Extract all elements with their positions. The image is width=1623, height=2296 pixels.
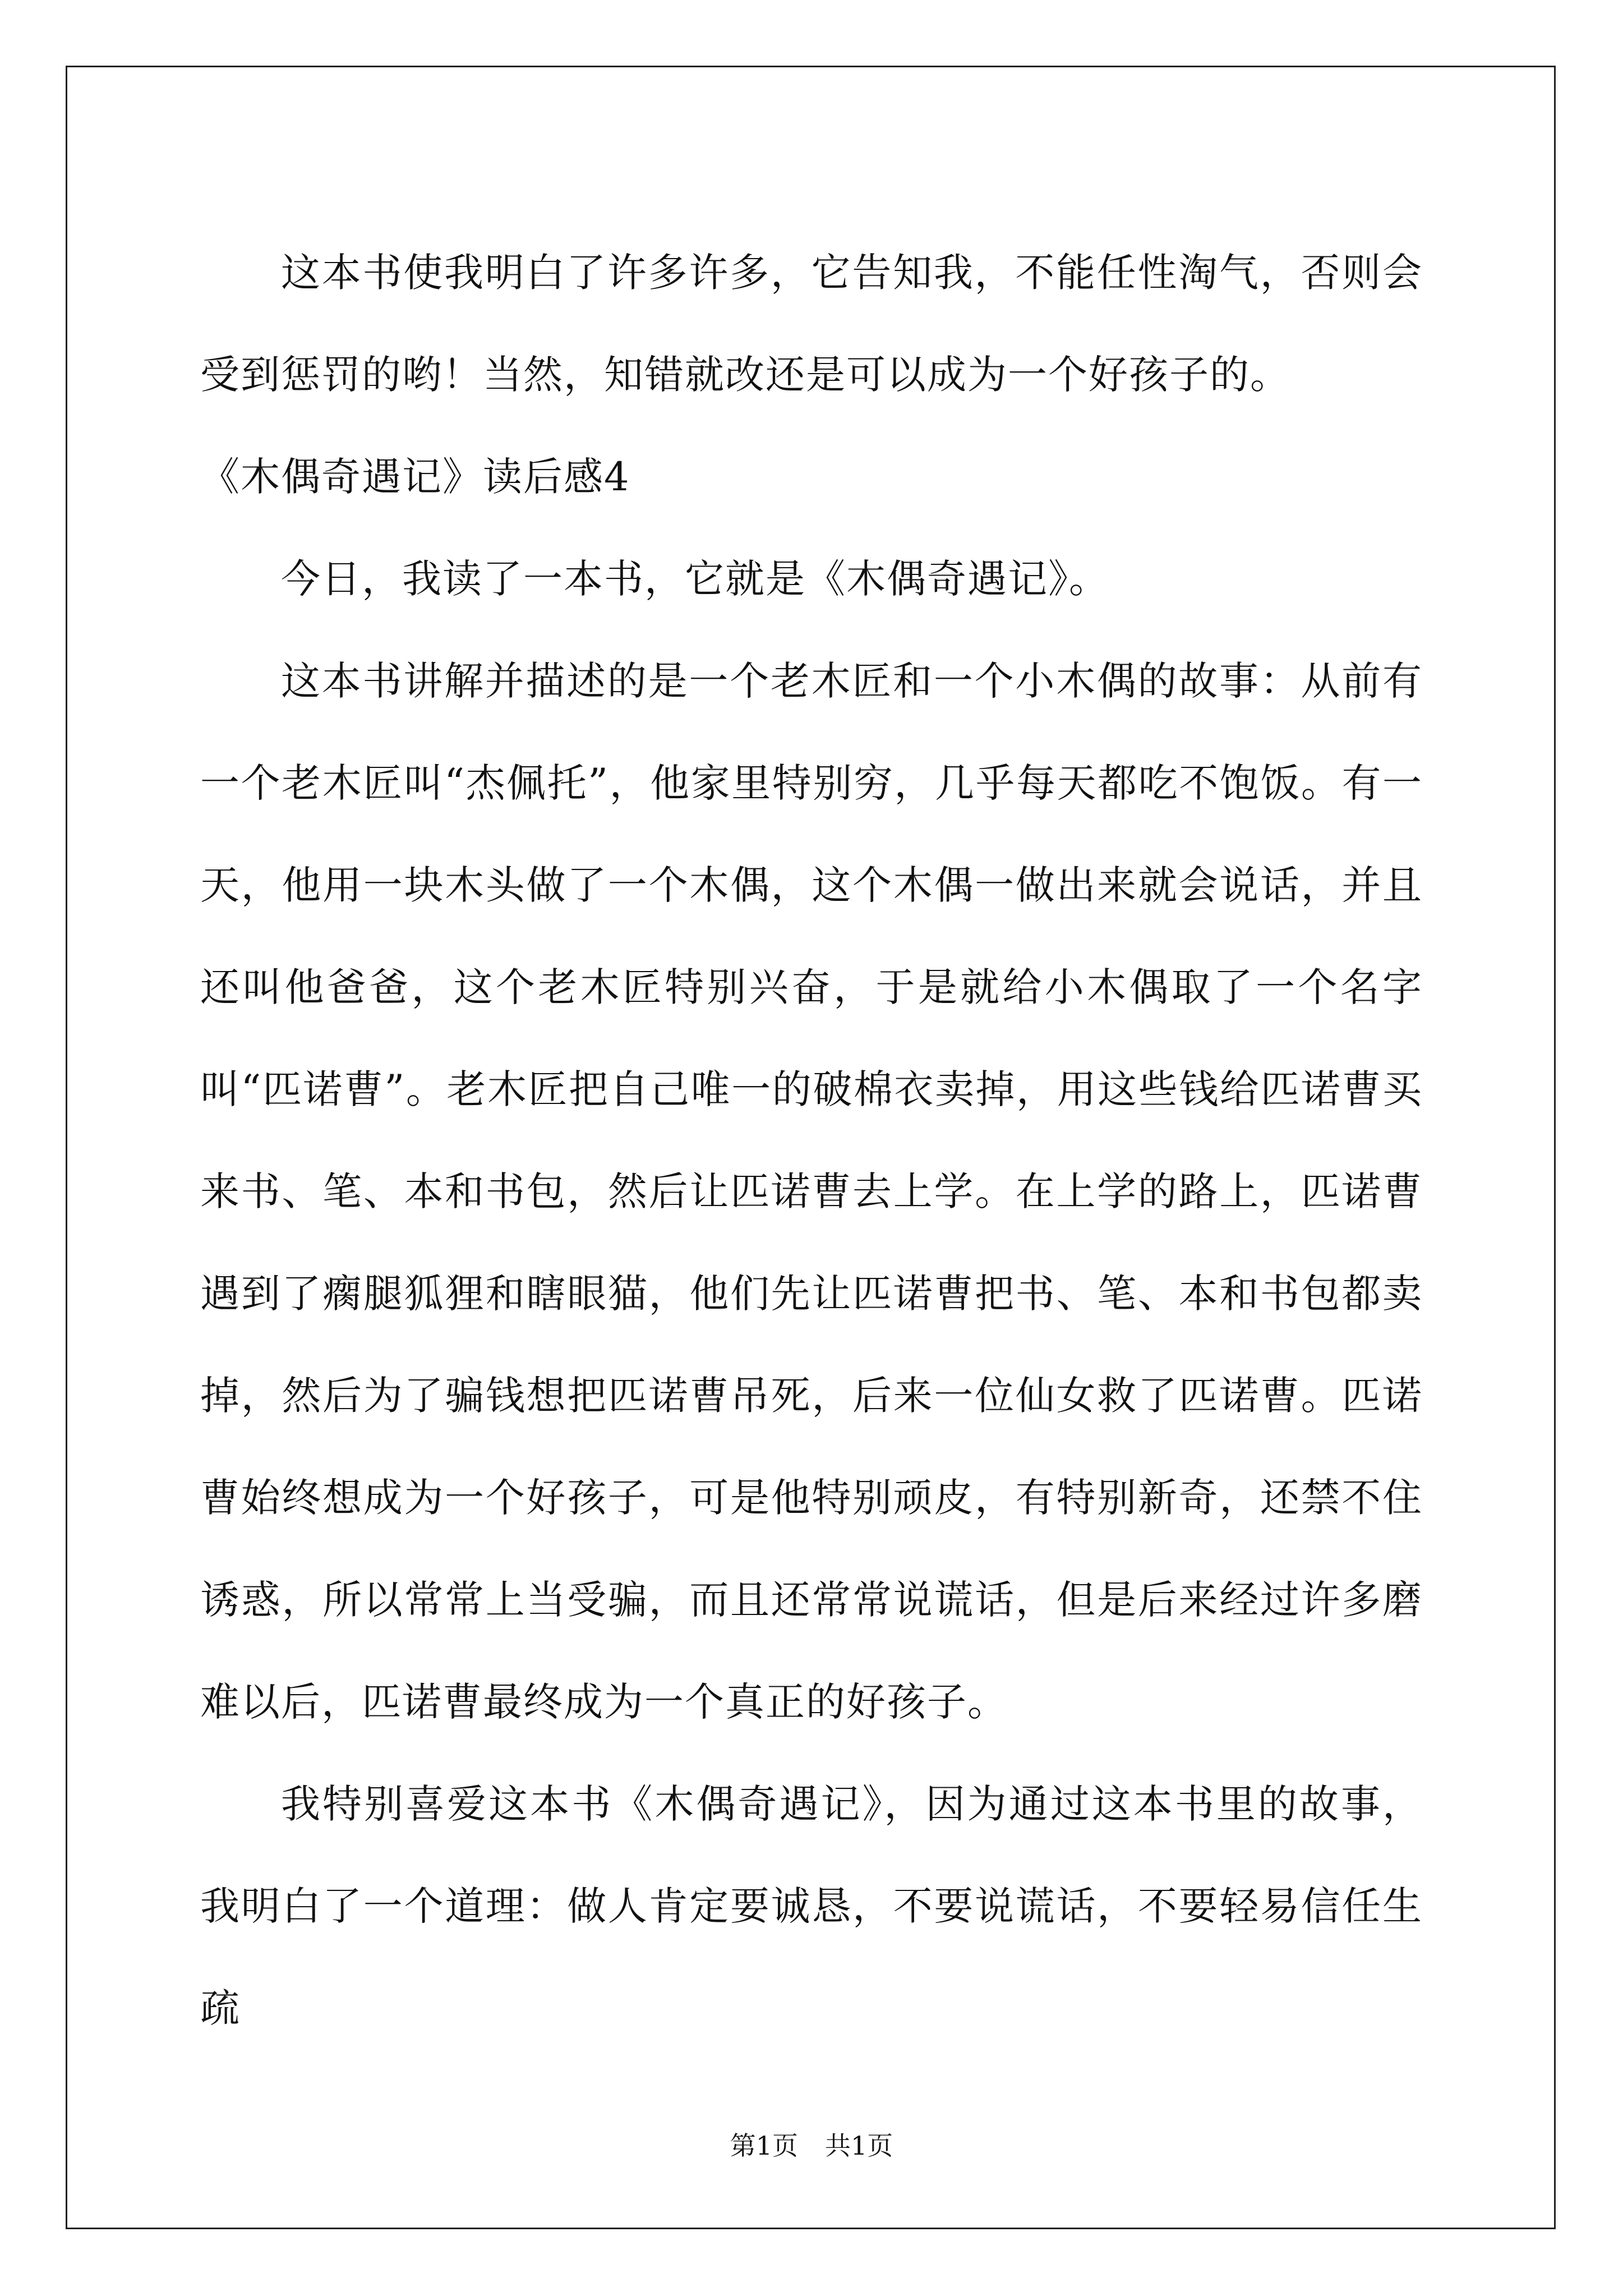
section-heading: 《木偶奇遇记》读后感4 xyxy=(200,454,630,500)
page-number: 第1页 xyxy=(730,2131,798,2161)
document-body xyxy=(200,222,1423,2059)
paragraph-conclusion: 这本书使我明白了许多许多，它告知我，不能任性淘气，否则会受到惩罚的哟！当然，知错就改还是可以成为一个好孩子的。 xyxy=(200,250,1423,398)
page-footer xyxy=(0,2129,1623,2162)
paragraph-reflection: 我特别喜爱这本书《木偶奇遇记》，因为通过这本书里的故事，我明白了一个道理：做人肯定要诚恳，不要说谎话，不要轻易信任生疏 xyxy=(200,1781,1423,2031)
page-total: 共1页 xyxy=(825,2131,893,2161)
paragraph-story-summary: 这本书讲解并描述的是一个老木匠和一个小木偶的故事：从前有一个老木匠叫“杰佩托”，他家里特别穷，几乎每天都吃不饱饭。有一天，他用一块木头做了一个木偶，这个木偶一做出来就会说话，并且还叫他爸爸，这个老木匠特别兴奋，于是就给小木偶取了一个名字叫“匹诺曹”。老木匠把自己唯一的破棉衣卖掉，用这些钱给匹诺曹买来书、笔、本和书包，然后让匹诺曹去上学。在上学的路上，匹诺曹遇到了瘸腿狐狸和瞎眼猫，他们先让匹诺曹把书、笔、本和书包都卖掉，然后为了骗钱想把匹诺曹吊死，后来一位仙女救了匹诺曹。匹诺曹始终想成为一个好孩子，可是他特别顽皮，有特别新奇，还禁不住诱惑，所以常常上当受骗，而且还常常说谎话，但是后来经过许多磨难以后，匹诺曹最终成为一个真正的好孩子。 xyxy=(200,658,1423,1725)
paragraph-intro: 今日，我读了一本书，它就是《木偶奇遇记》。 xyxy=(281,556,1109,602)
